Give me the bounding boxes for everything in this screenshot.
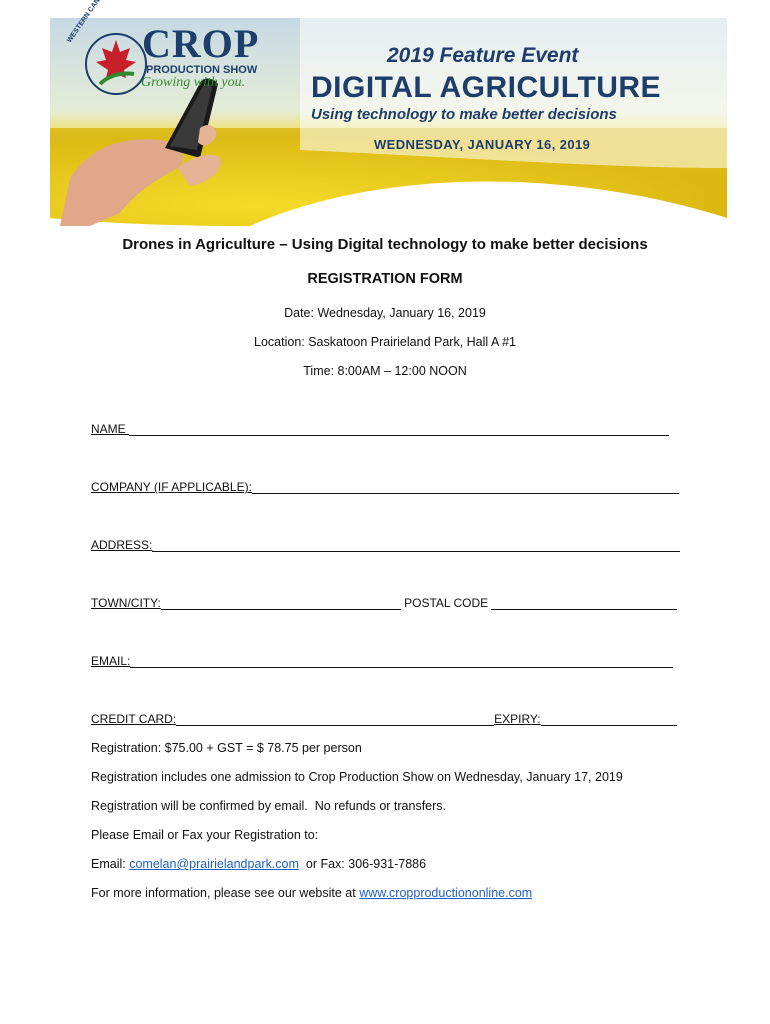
registration-fee: Registration: $75.00 + GST = $ 78.75 per person: [91, 741, 362, 755]
postal-label: POSTAL CODE: [400, 596, 492, 610]
credit-card-field[interactable]: [91, 712, 677, 726]
credit-card-label: CREDIT CARD:: [91, 712, 177, 726]
email-input-line[interactable]: [130, 654, 673, 668]
event-banner: [50, 18, 727, 226]
website-line: [91, 886, 532, 900]
banner-feature-event: 2019 Feature Event: [387, 44, 579, 67]
logo-tagline: Growing with you.: [141, 75, 246, 90]
town-label: TOWN/CITY:: [91, 596, 161, 610]
banner-subhead: Using technology to make better decisions: [311, 106, 617, 123]
email-field[interactable]: [91, 654, 673, 668]
banner-headline: DIGITAL AGRICULTURE: [311, 71, 662, 104]
email-label: EMAIL:: [91, 654, 131, 668]
event-time: Time: 8:00AM – 12:00 NOON: [303, 364, 467, 378]
name-label: NAME: [91, 422, 130, 436]
expiry-label: EXPIRY:: [494, 712, 541, 726]
contact-line: [91, 857, 426, 871]
address-field[interactable]: [91, 538, 680, 552]
banner-date: WEDNESDAY, JANUARY 16, 2019: [374, 137, 591, 152]
address-input-line[interactable]: [152, 538, 680, 552]
document-title: Drones in Agriculture – Using Digital technology to make better decisions: [122, 236, 648, 253]
website-link[interactable]: www.cropproductiononline.com: [359, 886, 533, 900]
address-label: ADDRESS:: [91, 538, 153, 552]
company-input-line[interactable]: [252, 480, 679, 494]
logo-production-show: PRODUCTION SHOW: [146, 64, 258, 76]
name-field[interactable]: [91, 422, 669, 436]
submit-instructions: Please Email or Fax your Registration to:: [91, 828, 319, 842]
town-input-line[interactable]: [161, 596, 401, 610]
email-prefix: Email:: [91, 857, 130, 871]
event-date: Date: Wednesday, January 16, 2019: [284, 306, 486, 320]
form-heading: REGISTRATION FORM: [307, 271, 463, 287]
name-input-line[interactable]: [129, 422, 669, 436]
event-location: Location: Saskatoon Prairieland Park, Hall A #1: [254, 335, 516, 349]
info-prefix: For more information, please see our website at: [91, 886, 360, 900]
company-label: COMPANY (IF APPLICABLE):: [91, 480, 252, 494]
registration-includes: Registration includes one admission to Crop Production Show on Wednesday, January 17, 2019: [91, 770, 623, 784]
logo-crop: CROP: [142, 21, 260, 66]
town-postal-field[interactable]: [91, 596, 677, 610]
company-field[interactable]: [91, 480, 679, 494]
registration-confirm: Registration will be confirmed by email. No refunds or transfers.: [91, 799, 447, 813]
postal-input-line[interactable]: [491, 596, 677, 610]
email-link[interactable]: comelan@prairielandpark.com: [129, 857, 299, 871]
expiry-input-line[interactable]: [541, 712, 677, 726]
credit-card-input-line[interactable]: [176, 712, 494, 726]
fax-text: or Fax: 306-931-7886: [298, 857, 427, 871]
